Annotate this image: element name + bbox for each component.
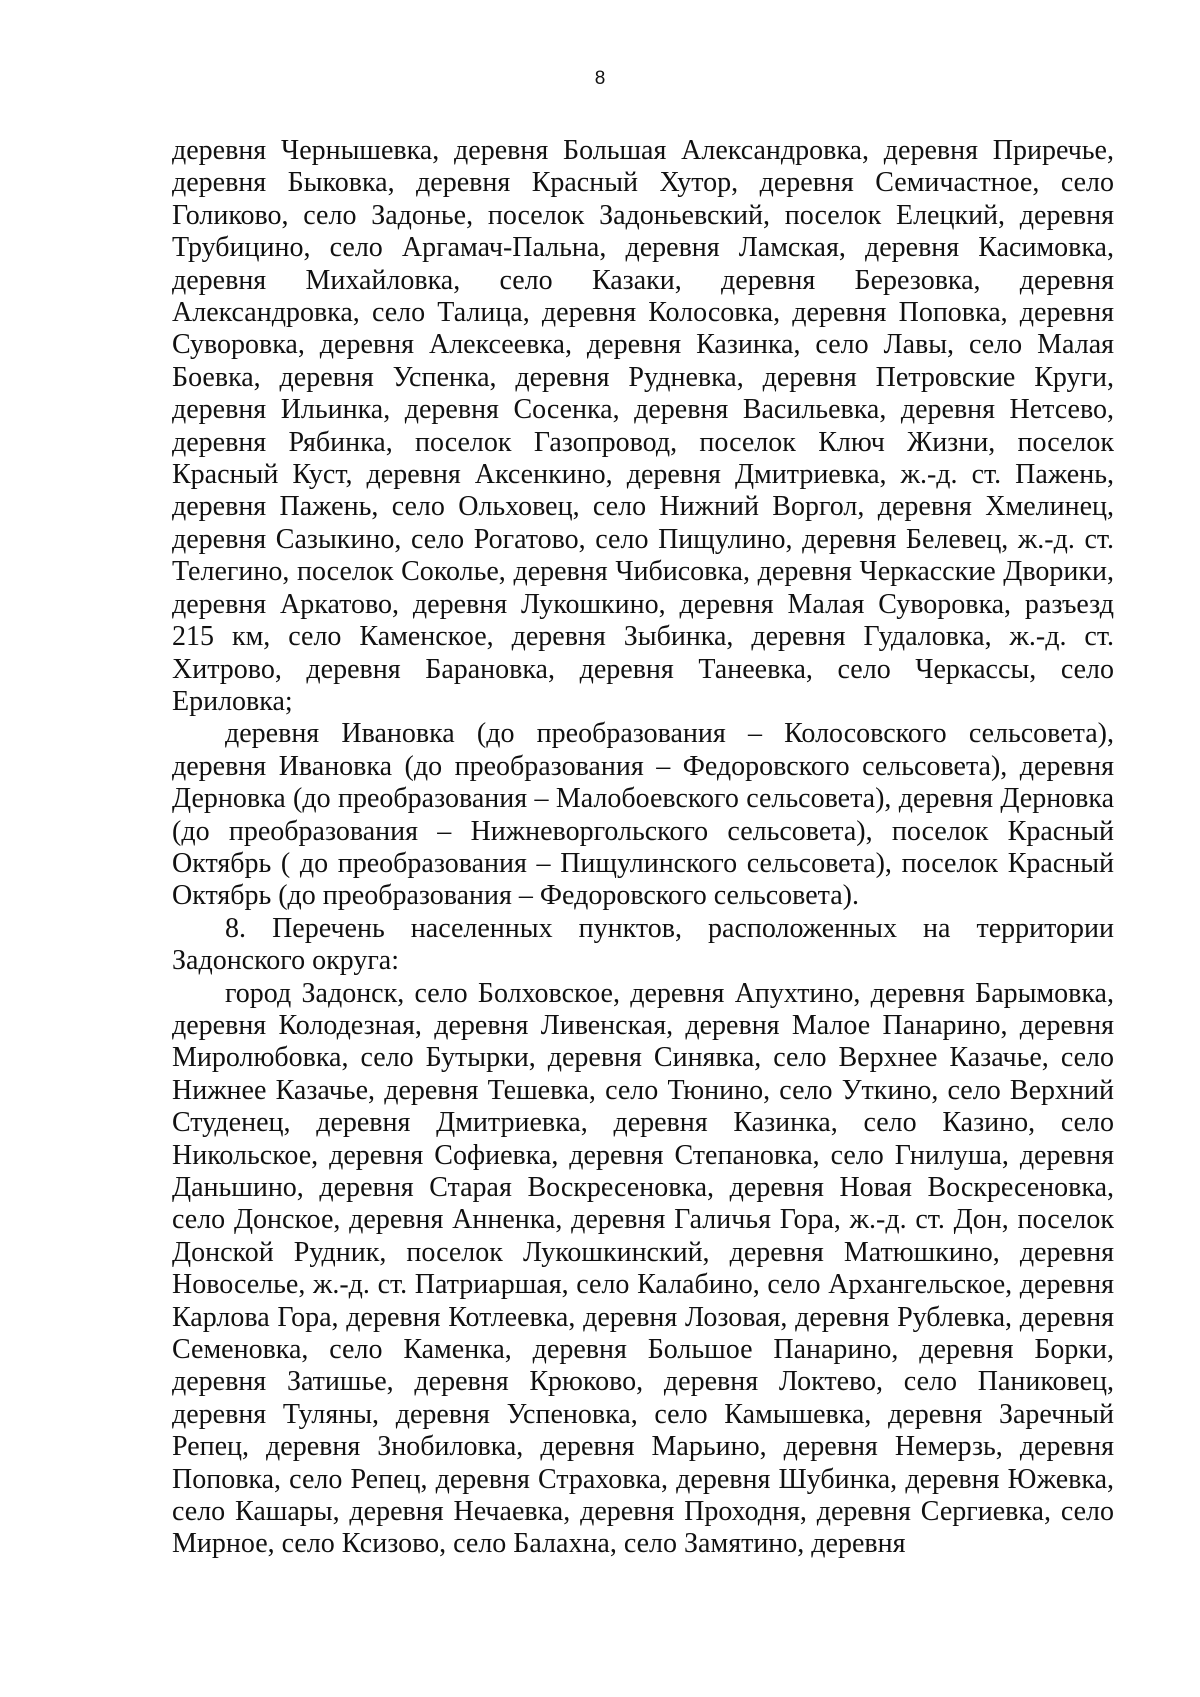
- paragraph-settlements-list-continued: деревня Чернышевка, деревня Большая Александровка, деревня Приречье, деревня Быковка, деревня Красный Хутор, деревня Семичастное, село Голиково, село Задонье, поселок Задоньевский, поселок Елецкий, деревня Трубицино, село Аргамач-Пальна, деревня Ламская, деревня Касимовка, деревня Михайловка, село Казаки, деревня Березовка, деревня Александровка, село Талица, деревня Колосовка, деревня Поповка, деревня Суворовка, деревня Алексеевка, деревня Казинка, село Лавы, село Малая Боевка, деревня Успенка, деревня Рудневка, деревня Петровские Круги, деревня Ильинка, деревня Сосенка, деревня Васильевка, деревня Нетсево, деревня Рябинка, поселок Газопровод, поселок Ключ Жизни, поселок Красный Куст, деревня Аксенкино, деревня Дмитриевка, ж.-д. ст. Пажень, деревня Пажень, село Ольховец, село Нижний Воргол, деревня Хмелинец, деревня Сазыкино, село Рогатово, село Пищулино, деревня Белевец, ж.-д. ст. Телегино, поселок Соколье, деревня Чибисовка, деревня Черкасские Дворики, деревня Аркатово, деревня Лукошкино, деревня Малая Суворовка, разъезд 215 км, село Каменское, деревня Зыбинка, деревня Гудаловка, ж.-д. ст. Хитрово, деревня Барановка, деревня Танеевка, село Черкассы, село Ериловка;: [172, 135, 1114, 717]
- page-number: 8: [594, 68, 606, 89]
- paragraph-duplicate-settlements: деревня Ивановка (до преобразования – Колосовского сельсовета), деревня Ивановка (до преобразования – Федоровского сельсовета), деревня Дерновка (до преобразования – Малобоевского сельсовета), деревня Дерновка (до преобразования – Нижневоргольского сельсовета), поселок Красный Октябрь ( до преобразования – Пищулинского сельсовета), поселок Красный Октябрь (до преобразования – Федоровского сельсовета).: [172, 718, 1114, 912]
- document-body: [172, 135, 1114, 1561]
- paragraph-zadonsk-settlements-list: город Задонск, село Болховское, деревня Апухтино, деревня Барымовка, деревня Колодезная, деревня Ливенская, деревня Малое Панарино, деревня Миролюбовка, село Бутырки, деревня Синявка, село Верхнее Казачье, село Нижнее Казачье, деревня Тешевка, село Тюнино, село Уткино, село Верхний Студенец, деревня Дмитриевка, деревня Казинка, село Казино, село Никольское, деревня Софиевка, деревня Степановка, село Гнилуша, деревня Даньшино, деревня Старая Воскресеновка, деревня Новая Воскресеновка, село Донское, деревня Анненка, деревня Галичья Гора, ж.-д. ст. Дон, поселок Донской Рудник, поселок Лукошкинский, деревня Матюшкино, деревня Новоселье, ж.-д. ст. Патриаршая, село Калабино, село Архангельское, деревня Карлова Гора, деревня Котлеевка, деревня Лозовая, деревня Рублевка, деревня Семеновка, село Каменка, деревня Большое Панарино, деревня Борки, деревня Затишье, деревня Крюково, деревня Локтево, село Паниковец, деревня Туляны, деревня Успеновка, село Камышевка, деревня Заречный Репец, деревня Знобиловка, деревня Марьино, деревня Немерзь, деревня Поповка, село Репец, деревня Страховка, деревня Шубинка, деревня Южевка, село Кашары, деревня Нечаевка, деревня Проходня, деревня Сергиевка, село Мирное, село Ксизово, село Балахна, село Замятино, деревня: [172, 977, 1114, 1560]
- paragraph-section-8-heading: 8. Перечень населенных пунктов, расположенных на территории Задонского округа:: [172, 912, 1114, 977]
